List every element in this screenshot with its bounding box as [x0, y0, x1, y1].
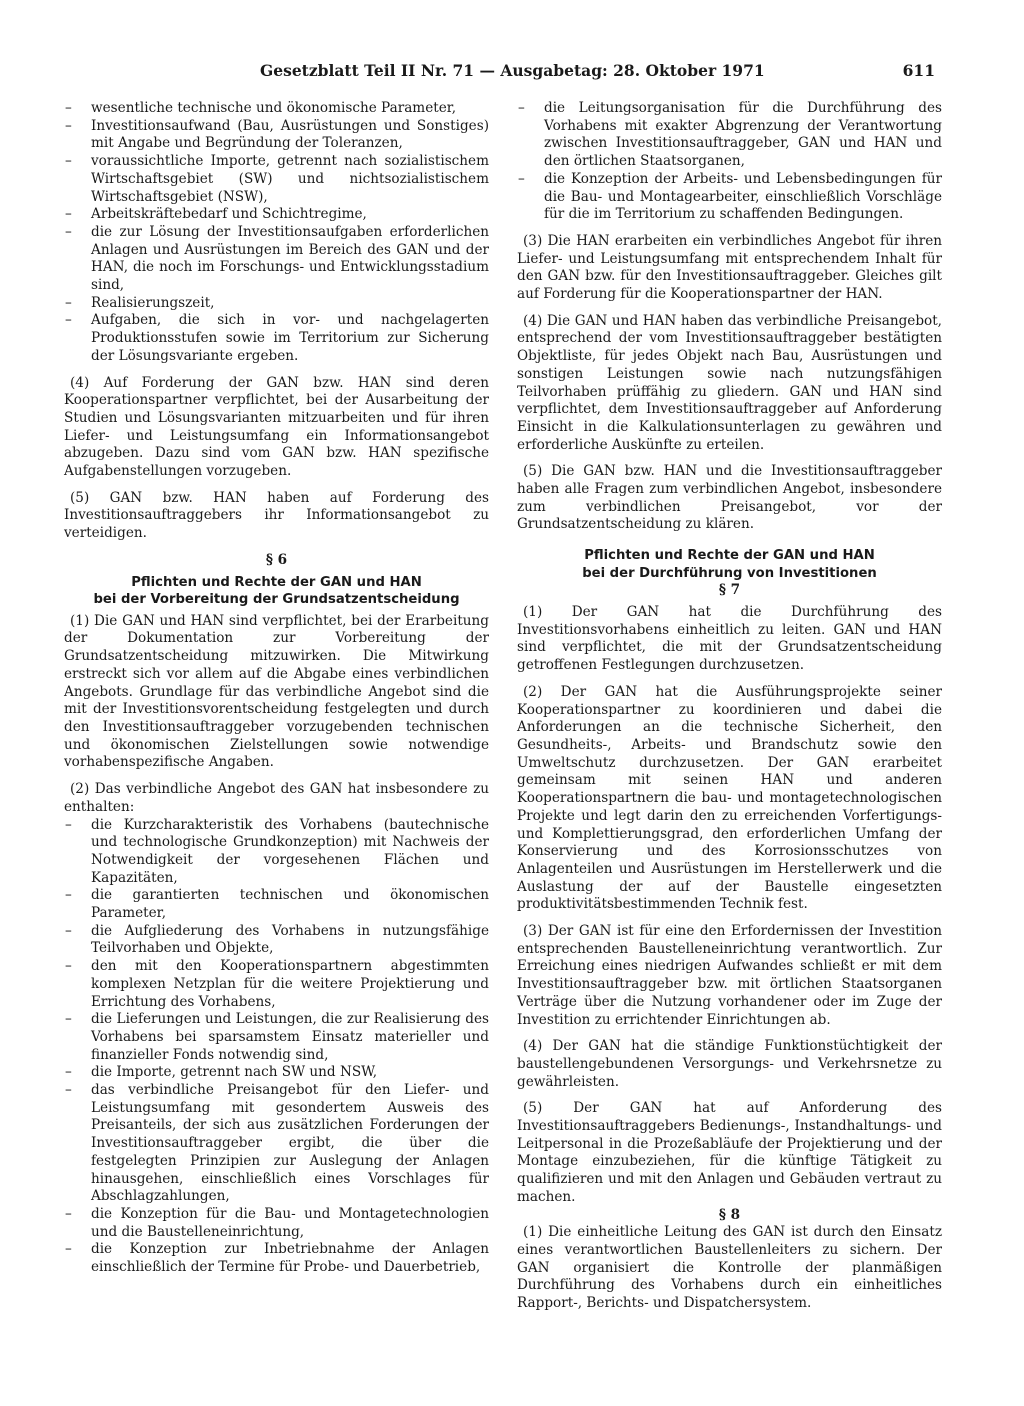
list-item: – die zur Lösung der Investitionsaufgaben erforderlichen Anlagen und Ausrüstungen im Bereich des GAN und der HAN, die noch im Forschungs- und Entwicklungsstadium sind, — [65, 223, 489, 294]
paragraph: (1) Der GAN hat die Durchführung des Investitionsvorhabens einheitlich zu leiten. GAN und HAN sind verpflichtet, die mit der Grundsatzentscheidung getroffenen Festlegungen durchzusetzen. — [517, 604, 942, 674]
section-number: § 6 — [265, 551, 288, 568]
paragraph: (5) Die GAN bzw. HAN und die Investitionsauftraggeber haben alle Fragen zum verbindlichen Angebot, insbesondere zum verbindlichen Preisangebot, vor der Grundsatzentscheidung zu klären. — [517, 463, 942, 533]
bullet-list — [64, 100, 489, 366]
left-column — [64, 100, 489, 1277]
list-item: – die garantierten technischen und ökonomischen Parameter, — [65, 887, 489, 922]
list-item: – voraussichtliche Importe, getrennt nach sozialistischem Wirtschaftsgebiet (SW) und nichtsozialistischem Wirtschaftsgebiet (NSW), — [65, 153, 489, 205]
list-item: – Realisierungszeit, — [65, 294, 215, 311]
section-heading: Pflichten und Rechte der GAN und HAN — [131, 574, 422, 590]
paragraph: (1) Die GAN und HAN sind verpflichtet, bei der Erarbeitung der Dokumentation zur Vorbereitung der Grundsatzentscheidung mitzuwirken. Die Mitwirkung erstreckt sich vor allem auf die Abgabe eines verbindlichen Angebots. Grundlage für das verbindliche Angebot sind die mit der Investitionsvorentscheidung festgelegten und durch den Investitionsauftraggeber vorzugebenden technischen und ökonomischen Zielstellungen sowie notwendige vorhabenspezifische Angaben. — [64, 612, 489, 771]
paragraph: (1) Die einheitliche Leitung des GAN ist durch den Einsatz eines verantwortlichen Baustellenleiters zu sichern. Der GAN organisiert die Kontrolle der planmäßigen Durchführung des Vorhabens durch ein einheitliches Rapport-, Berichts- und Dispatchersystem. — [517, 1224, 942, 1312]
section-heading: bei der Durchführung von Investitionen — [582, 565, 877, 581]
list-item: – Investitionsaufwand (Bau, Ausrüstungen und Sonstiges) mit Angabe und Begründung der Toleranzen, — [65, 117, 489, 152]
paragraph: (4) Der GAN hat die ständige Funktionstüchtigkeit der baustellengebundenen Versorgungs- und Verkehrsnetze zu gewährleisten. — [517, 1038, 942, 1090]
list-item: – Arbeitskräftebedarf und Schichtregime, — [65, 206, 367, 223]
list-item: – Aufgaben, die sich in vor- und nachgelagerten Produktionsstufen sowie im Territorium zur Sicherung der Lösungsvariante ergeben. — [65, 312, 489, 364]
list-item: – die Lieferungen und Leistungen, die zur Realisierung des Vorhabens bei sparsamstem Einsatz materieller und finanzieller Fonds notwendig sind, — [65, 1011, 489, 1063]
section-heading: bei der Vorbereitung der Grundsatzentscheidung — [93, 592, 460, 608]
page-header — [60, 61, 935, 83]
bullet-list — [64, 817, 489, 1277]
section-heading: Pflichten und Rechte der GAN und HAN — [584, 548, 875, 564]
paragraph: (3) Der GAN ist für eine den Erfordernissen der Investition entsprechenden Baustelleneinrichtung verantwortlich. Zur Erreichung eines niedrigen Aufwandes schließt er mit dem Investitionsauftraggeber bzw. mit örtlichen Staatsorganen Verträge über die Nutzung vorhandener oder im Zuge der Investition zu errichtender Einrichtungen ab. — [517, 923, 942, 1028]
paragraph: (5) GAN bzw. HAN haben auf Forderung des Investitionsauftraggebers ihr Informationsangebot zu verteidigen. — [64, 489, 489, 542]
paragraph: (4) Auf Forderung der GAN bzw. HAN sind deren Kooperationspartner verpflichtet, bei der Ausarbeitung der Studien und Lösungsvarianten mitzuarbeiten und für ihren Liefer- und Leistungsumfang ein Informationsangebot abzugeben. Dazu sind vom GAN bzw. HAN spezifische Aufgabenstellungen vorzugeben. — [64, 374, 489, 480]
paragraph: (2) Das verbindliche Angebot des GAN hat insbesondere zu enthalten: — [64, 781, 489, 815]
list-item: – die Konzeption der Arbeits- und Lebensbedingungen für die Bau- und Montagearbeiter, einschließlich Vorschläge für die im Territorium zu schaffenden Bedingungen. — [518, 170, 942, 223]
bullet-list — [517, 100, 942, 224]
list-item: – die Importe, getrennt nach SW und NSW, — [65, 1064, 378, 1081]
list-item: – das verbindliche Preisangebot für den Liefer- und Leistungsumfang mit gesondertem Ausweis des Preisanteils, der sich aus zusätzlichen Forderungen der Investitionsauftraggeber ergibt, die über die festgelegten Prinzipien zur Auslegung der Anlagen hinausgehen, einschließlich eines Vorschlages für Abschlagzahlungen, — [65, 1082, 489, 1205]
page-number: 611 — [902, 61, 935, 80]
paragraph: (4) Die GAN und HAN haben das verbindliche Preisangebot, entsprechend der vom Investitionsauftraggeber bestätigten Objektliste, für jedes Objekt nach Bau, Ausrüstungen und sonstigen Leistungen sowie nach nutzungsfähigen Teilvorhaben prüffähig zu gliedern. GAN und HAN sind verpflichtet, dem Investitionsauftraggeber auf Anforderung Einsicht in die Kalkulationsunterlagen zu gewähren und erforderliche Auskünfte zu erteilen. — [517, 312, 942, 453]
running-header: Gesetzblatt Teil II Nr. 71 — Ausgabetag: 28. Oktober 1971 — [260, 61, 765, 80]
list-item: – den mit den Kooperationspartnern abgestimmten komplexen Netzplan für die weitere Projektierung und Errichtung des Vorhabens, — [65, 958, 489, 1010]
list-item: – die Konzeption für die Bau- und Montagetechnologien und die Baustelleneinrichtung, — [65, 1205, 489, 1240]
section-number: § 7 — [718, 582, 741, 599]
list-item: – die Aufgliederung des Vorhabens in nutzungsfähige Teilvorhaben und Objekte, — [65, 922, 489, 957]
section-number: § 8 — [718, 1206, 741, 1223]
paragraph: (2) Der GAN hat die Ausführungsprojekte seiner Kooperationspartner zu koordinieren und dabei die Anforderungen an die technische Sicherheit, den Gesundheits-, Arbeits- und Brandschutz sowie den Umweltschutz durchzusetzen. Der GAN erarbeitet gemeinsam mit seinen HAN und anderen Kooperationspartnern die bau- und montagetechnologischen Projekte und legt darin den zu erreichenden Vorfertigungs- und Komplettierungsgrad, den erforderlichen Umfang der Konservierung und des Korrosionsschutzes von Anlagenteilen und Ausrüstungen im Herstellerwerk und die Auslastung der auf der Baustelle eingesetzten produktivitätsbestimmenden Technik fest. — [517, 683, 942, 913]
list-item: – die Leitungsorganisation für die Durchführung des Vorhabens mit exakter Abgrenzung der Verantwortung zwischen Investitionsauftraggeber, GAN und HAN und den örtlichen Staatsorganen, — [518, 100, 942, 170]
right-column — [517, 100, 942, 1313]
list-item: – wesentliche technische und ökonomische Parameter, — [65, 100, 457, 116]
list-item: – die Kurzcharakteristik des Vorhabens (bautechnische und technologische Grundkonzeption) mit Nachweis der Notwendigkeit der vorgesehenen Flächen und Kapazitäten, — [65, 816, 489, 886]
list-item: – die Konzeption zur Inbetriebnahme der Anlagen einschließlich der Termine für Probe- und Dauerbetrieb, — [65, 1241, 489, 1276]
paragraph: (5) Der GAN hat auf Anforderung des Investitionsauftraggebers Bedienungs-, Instandhaltungs- und Leitpersonal in die Prozeßabläufe der Projektierung und der Montage einzubeziehen, für die künftige Tätigkeit zu qualifizieren und mit den Anlagen und Gebäuden vertraut zu machen. — [517, 1100, 942, 1205]
paragraph: (3) Die HAN erarbeiten ein verbindliches Angebot für ihren Liefer- und Leistungsumfang mit entsprechendem Inhalt für den GAN bzw. für den Investitionsauftraggeber. Gleiches gilt auf Forderung für die Kooperationspartner der HAN. — [517, 232, 942, 303]
